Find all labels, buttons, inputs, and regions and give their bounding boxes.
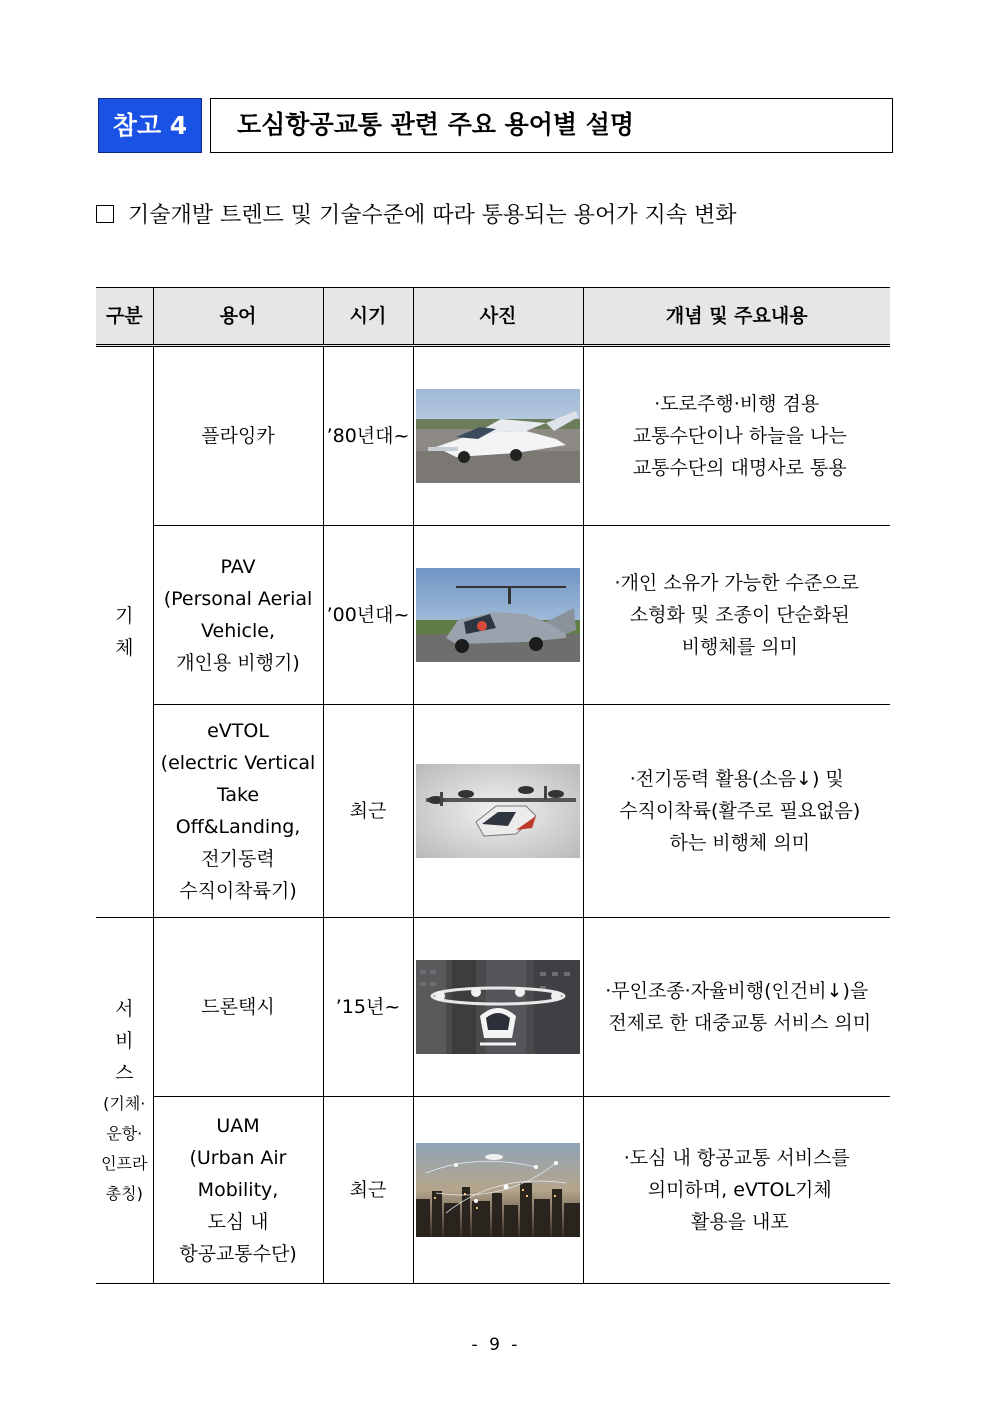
column-header-description: 개념 및 주요내용 xyxy=(583,288,890,346)
table-row xyxy=(96,346,890,526)
term-cell: PAV (Personal Aerial Vehicle, 개인용 비행기) xyxy=(153,526,323,705)
reference-badge: 참고 4 xyxy=(98,98,202,153)
category-vehicle: 기 체 xyxy=(96,346,153,918)
description-cell: ·전기동력 활용(소음↓) 및 수직이착륙(활주로 필요없음) 하는 비행체 의미 xyxy=(583,705,890,918)
term-cell: 드론택시 xyxy=(153,918,323,1097)
photo-cell xyxy=(413,346,583,526)
flying-car-photo xyxy=(416,389,580,483)
drone-taxi-photo xyxy=(416,960,580,1054)
description-cell: ·도심 내 항공교통 서비스를 의미하며, eVTOL기체 활용을 내포 xyxy=(583,1097,890,1284)
photo-cell xyxy=(413,526,583,705)
photo-cell xyxy=(413,1097,583,1284)
category-service: 서 비 스 (기체· 운항· 인프라 총칭) xyxy=(96,918,153,1284)
bullet-text: 기술개발 트렌드 및 기술수준에 따라 통용되는 용어가 지속 변화 xyxy=(128,203,737,228)
description-cell: ·무인조종·자율비행(인건비↓)을 전제로 한 대중교통 서비스 의미 xyxy=(583,918,890,1097)
period-cell: ’80년대~ xyxy=(323,346,413,526)
period-cell: 최근 xyxy=(323,1097,413,1284)
period-cell: ’00년대~ xyxy=(323,526,413,705)
page-number: - 9 - xyxy=(471,1335,521,1355)
pav-photo xyxy=(416,568,580,662)
description-cell: ·개인 소유가 가능한 수준으로 소형화 및 조종이 단순화된 비행체를 의미 xyxy=(583,526,890,705)
evtol-photo xyxy=(416,764,580,858)
table-row xyxy=(96,918,890,1097)
table-row xyxy=(96,1097,890,1284)
column-header-period: 시기 xyxy=(323,288,413,346)
checkbox-square-icon xyxy=(96,205,114,223)
period-cell: 최근 xyxy=(323,705,413,918)
table-row xyxy=(96,526,890,705)
table-row xyxy=(96,705,890,918)
uam-photo xyxy=(416,1143,580,1237)
term-cell: eVTOL (electric Vertical Take Off&Landing, 전기동력 수직이착륙기) xyxy=(153,705,323,918)
column-header-photo: 사진 xyxy=(413,288,583,346)
term-cell: 플라잉카 xyxy=(153,346,323,526)
page-title: 도심항공교통 관련 주요 용어별 설명 xyxy=(210,98,893,153)
column-header-category: 구분 xyxy=(96,288,153,346)
photo-cell xyxy=(413,918,583,1097)
description-cell: ·도로주행·비행 겸용 교통수단이나 하늘을 나는 교통수단의 대명사로 통용 xyxy=(583,346,890,526)
bullet-statement xyxy=(96,200,737,232)
column-header-term: 용어 xyxy=(153,288,323,346)
terms-table xyxy=(96,287,890,1284)
period-cell: ’15년~ xyxy=(323,918,413,1097)
page-header xyxy=(98,98,893,153)
term-cell: UAM (Urban Air Mobility, 도심 내 항공교통수단) xyxy=(153,1097,323,1284)
photo-cell xyxy=(413,705,583,918)
table-header-row xyxy=(96,288,890,346)
